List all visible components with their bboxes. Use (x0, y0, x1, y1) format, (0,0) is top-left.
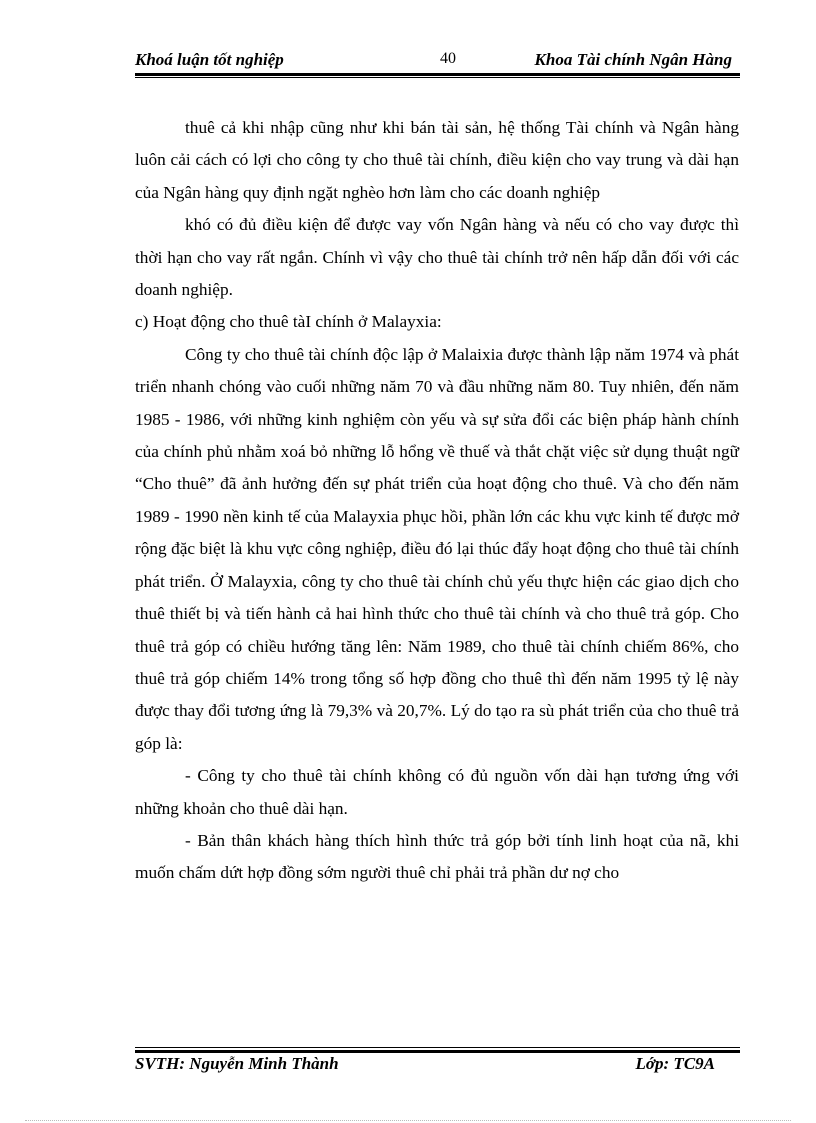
page-edge-dotted-line (25, 1120, 791, 1121)
footer-student: SVTH: Nguyễn Minh Thành (135, 1054, 339, 1073)
list-item: - Công ty cho thuê tài chính không có đủ nguồn vốn dài hạn tương ứng với những khoản cho thuê dài hạn. (135, 766, 739, 818)
header-rule-thin (135, 77, 740, 78)
paragraph: thuê cả khi nhập cũng như khi bán tài sản, hệ thống Tài chính và Ngân hàng luôn cải cách có lợi cho công ty cho thuê tài chính, điều kiện cho vay trung và dài hạn của Ngân hàng quy định ngặt nghèo hơn làm cho các doanh nghiệp (135, 118, 739, 202)
footer-class: Lớp: TC9A (635, 1054, 715, 1073)
header-thesis-title: Khoá luận tốt nghiệp (135, 50, 284, 69)
page-number: 40 (440, 50, 456, 67)
list-item: - Bản thân khách hàng thích hình thức trả góp bởi tính linh hoạt của nã, khi muốn chấm dứt hợp đồng sớm người thuê chỉ phải trả phần dư nợ cho (135, 830, 739, 883)
paragraph: khó có đủ điều kiện để được vay vốn Ngân hàng và nếu có cho vay được thì thời hạn cho vay rất ngắn. Chính vì vậy cho thuê tài chính trở nên hấp dẫn đối với các doanh nghiệp. (135, 215, 739, 300)
document-body (135, 112, 739, 890)
header-rule-thick (135, 73, 740, 76)
page-footer (135, 1052, 740, 1076)
section-heading: c) Hoạt động cho thuê tàI chính ở Malayxia: (135, 312, 442, 332)
paragraph: Công ty cho thuê tài chính độc lập ở Malaixia được thành lập năm 1974 và phát triển nhanh chóng vào cuối những năm 70 và đầu những năm 80. Tuy nhiên, đến năm 1985 - 1986, với những kinh nghiệm còn yếu và sự sửa đổi các biện pháp hành chính của chính phủ nhằm xoá bỏ những lỗ hổng về thuế và thắt chặt việc sử dụng thuật ngữ “Cho thuê” đã ảnh hưởng đến sự phát triển của hoạt động cho thuê. Và cho đến năm 1989 - 1990 nền kinh tế của Malayxia phục hồi, phần lớn các khu vực kinh tế được mở rộng đặc biệt là khu vực công nghiệp, điều đó lại thúc đẩy hoạt động cho thuê tài chính phát triển. Ở Malayxia, công ty cho thuê tài chính chủ yếu thực hiện các giao dịch cho thuê thiết bị và tiến hành cả hai hình thức cho thuê tài chính và cho thuê trả góp. Cho thuê trả góp có chiều hướng tăng lên: Năm 1989, cho thuê tài chính chiếm 86%, cho thuê trả góp chiếm 14% trong tổng số hợp đồng cho thuê thì đến năm 1995 tỷ lệ này được thay đổi tương ứng là 79,3% và 20,7%. Lý do tạo ra sù phát triển của cho thuê trả góp là: (135, 344, 739, 753)
page-header (135, 48, 740, 72)
header-faculty: Khoa Tài chính Ngân Hàng (534, 50, 732, 69)
footer-rule-thin (135, 1047, 740, 1048)
